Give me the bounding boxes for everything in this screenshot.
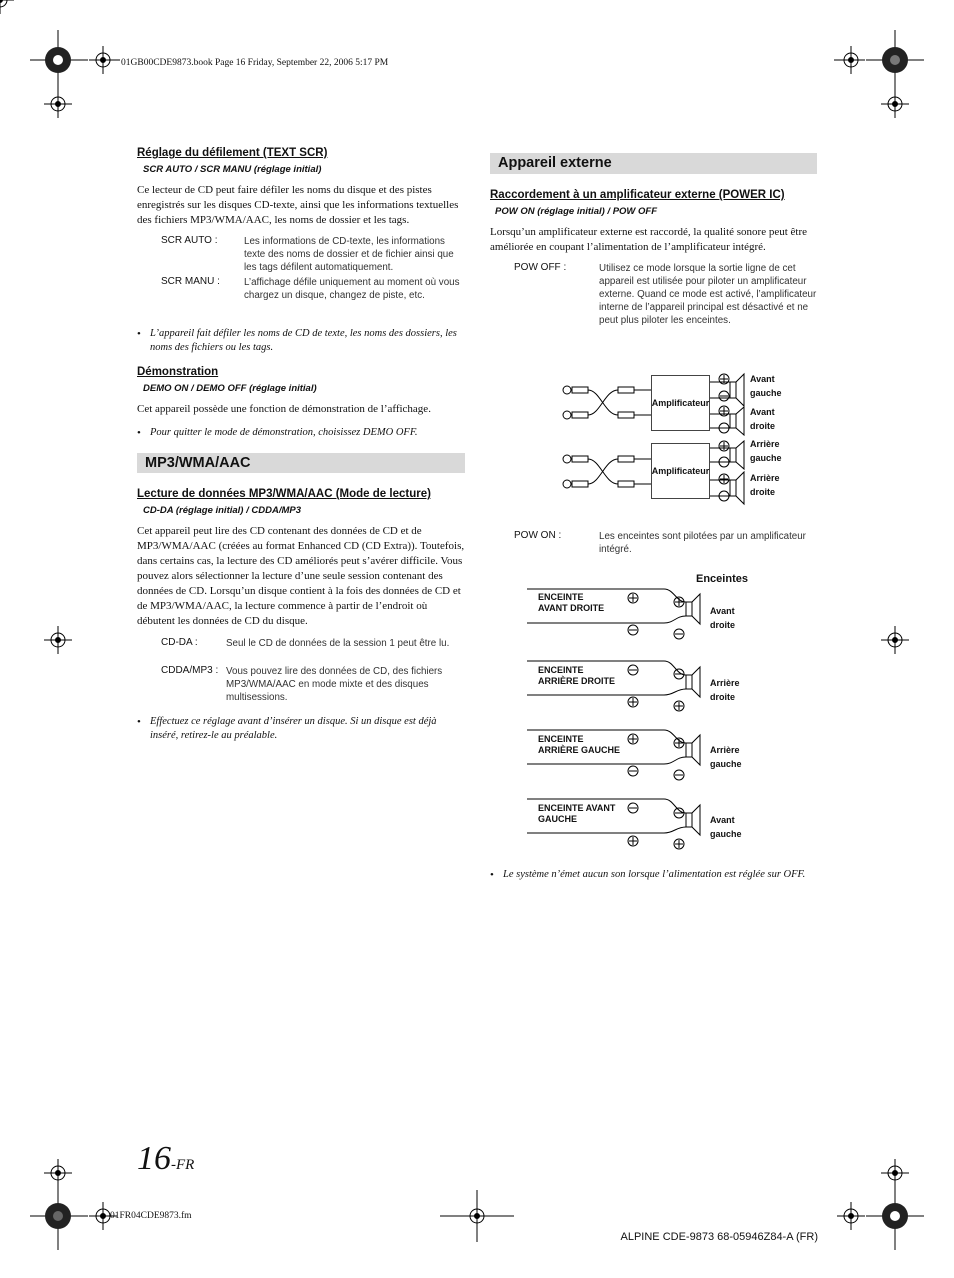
demo-body: Cet appareil possède une fonction de démonstration de l’affichage. [137,403,431,415]
amplifier-box-front: Amplificateur [651,375,710,431]
cdda-mp3-key: CDDA/MP3 : [161,665,219,676]
wire-label: ENCEINTE AVANT GAUCHE [538,803,616,824]
page-number: 16-FR [137,1140,195,1177]
scr-auto-value: Les informations de CD-texte, les informations texte des noms de dossier et de fichier ainsi que les tags défilent automatiquement. [244,236,454,273]
power-ic-title: Raccordement à un amplificateur externe (POWER IC) [490,189,785,201]
power-ic-body: Lorsqu’un amplificateur externe est raccordé, la qualité sonore peut être améliorée en coupant l’alimentation de l’amplificateur intégré. [490,226,808,253]
speaker-label: Avant droite [750,407,776,431]
scr-manu-key: SCR MANU : [161,276,220,287]
mp3-title: Lecture de données MP3/WMA/AAC (Mode de lecture) [137,488,431,500]
cdda-mp3-value: Vous pouvez lire des données de CD, des fichiers MP3/WMA/AAC en mode mixte et des disques multisessions. [226,666,443,703]
power-ic-setting: POW ON (réglage initial) / POW OFF [495,206,658,217]
amplifier-box-rear: Amplificateur [651,443,710,499]
pow-off-key: POW OFF : [514,262,567,273]
bullet: • [137,716,141,728]
bullet: • [137,427,141,439]
file-info: 01GB00CDE9873.book Page 16 Friday, September 22, 2006 5:17 PM [121,58,389,68]
footer-file-name: 01FR04CDE9873.fm [110,1211,192,1221]
scroll-body: Ce lecteur de CD peut faire défiler les noms du disque et des pistes enregistrés sur les disques CD-texte, ainsi que les informations textuelles des fichiers MP3/WMA/AAC, les noms de dossier et les tags. [137,184,459,226]
model-info: ALPINE CDE-9873 68-05946Z84-A (FR) [620,1231,818,1243]
mp3-section-title: MP3/WMA/AAC [137,453,465,473]
speaker-label: Avant droite [710,606,736,630]
mp3-setting: CD-DA (réglage initial) / CDDA/MP3 [143,505,301,516]
pow-on-value: Les enceintes sont pilotées par un amplificateur intégré. [599,531,806,555]
cdda-key: CD-DA : [161,637,198,648]
scr-auto-key: SCR AUTO : [161,235,218,246]
demo-title: Démonstration [137,366,219,378]
speakers-heading: Enceintes [696,573,748,585]
bullet: • [490,869,494,881]
speaker-label: Arrière gauche [710,745,742,769]
bullet: • [137,328,141,340]
demo-note: Pour quitter le mode de démonstration, choisissez DEMO OFF. [150,427,418,438]
cdda-value: Seul le CD de données de la session 1 peut être lu. [226,638,450,649]
speaker-label: Arrière droite [710,678,740,702]
external-section-title: Appareil externe [490,153,817,174]
speaker-label: Arrière droite [750,473,780,497]
power-note: Le système n’émet aucun son lorsque l’alimentation est réglée sur OFF. [503,869,806,880]
scroll-note: L’appareil fait défiler les noms de CD de texte, les noms des dossiers, les noms des fichiers ou les tags. [150,328,457,353]
wire-label: ENCEINTE AVANT DROITE [538,592,605,613]
demo-setting: DEMO ON / DEMO OFF (réglage initial) [143,383,317,394]
speaker-wiring-diagram [526,585,766,855]
wire-label: ENCEINTE ARRIÈRE GAUCHE [538,734,621,755]
mp3-body: Cet appareil peut lire des CD contenant des données de CD et de MP3/WMA/AAC (créées au format Enhanced CD (CD Extra)). Toutefois, dans certains cas, la lecture des CD améliorés peut s’avérer difficile. Vous pouvez alors sélectionner la lecture d’une seule session contenant des données de CD. Lorsqu’un disque contient à la fois des données de CD et de MP3/WMA/AAC, la lecture commence à partir de l’endroit où débutent les données de CD du disque. [137,525,465,627]
pow-off-value: Utilisez ce mode lorsque la sortie ligne de cet appareil est utilisée pour piloter un amplificateur externe. Quand ce mode est activé, l’amplificateur interne de l’appareil principal est désactivé et ne peut plus piloter les enceintes. [599,263,817,326]
scroll-title: Réglage du défilement (TEXT SCR) [137,147,328,159]
scroll-setting: SCR AUTO / SCR MANU (réglage initial) [143,164,322,175]
pow-on-key: POW ON : [514,530,562,541]
speaker-label: Avant gauche [750,374,782,398]
scr-manu-value: L’affichage défile uniquement au moment où vous chargez un disque, changez de piste, etc. [244,277,460,301]
speaker-label: Arrière gauche [750,439,782,463]
speaker-label: Avant gauche [710,815,742,839]
mp3-note: Effectuez ce réglage avant d’insérer un disque. Si un disque est déjà inséré, retirez-le au préalable. [150,716,437,741]
wire-label: ENCEINTE ARRIÈRE DROITE [538,665,616,686]
amplifier-diagram [560,368,820,508]
